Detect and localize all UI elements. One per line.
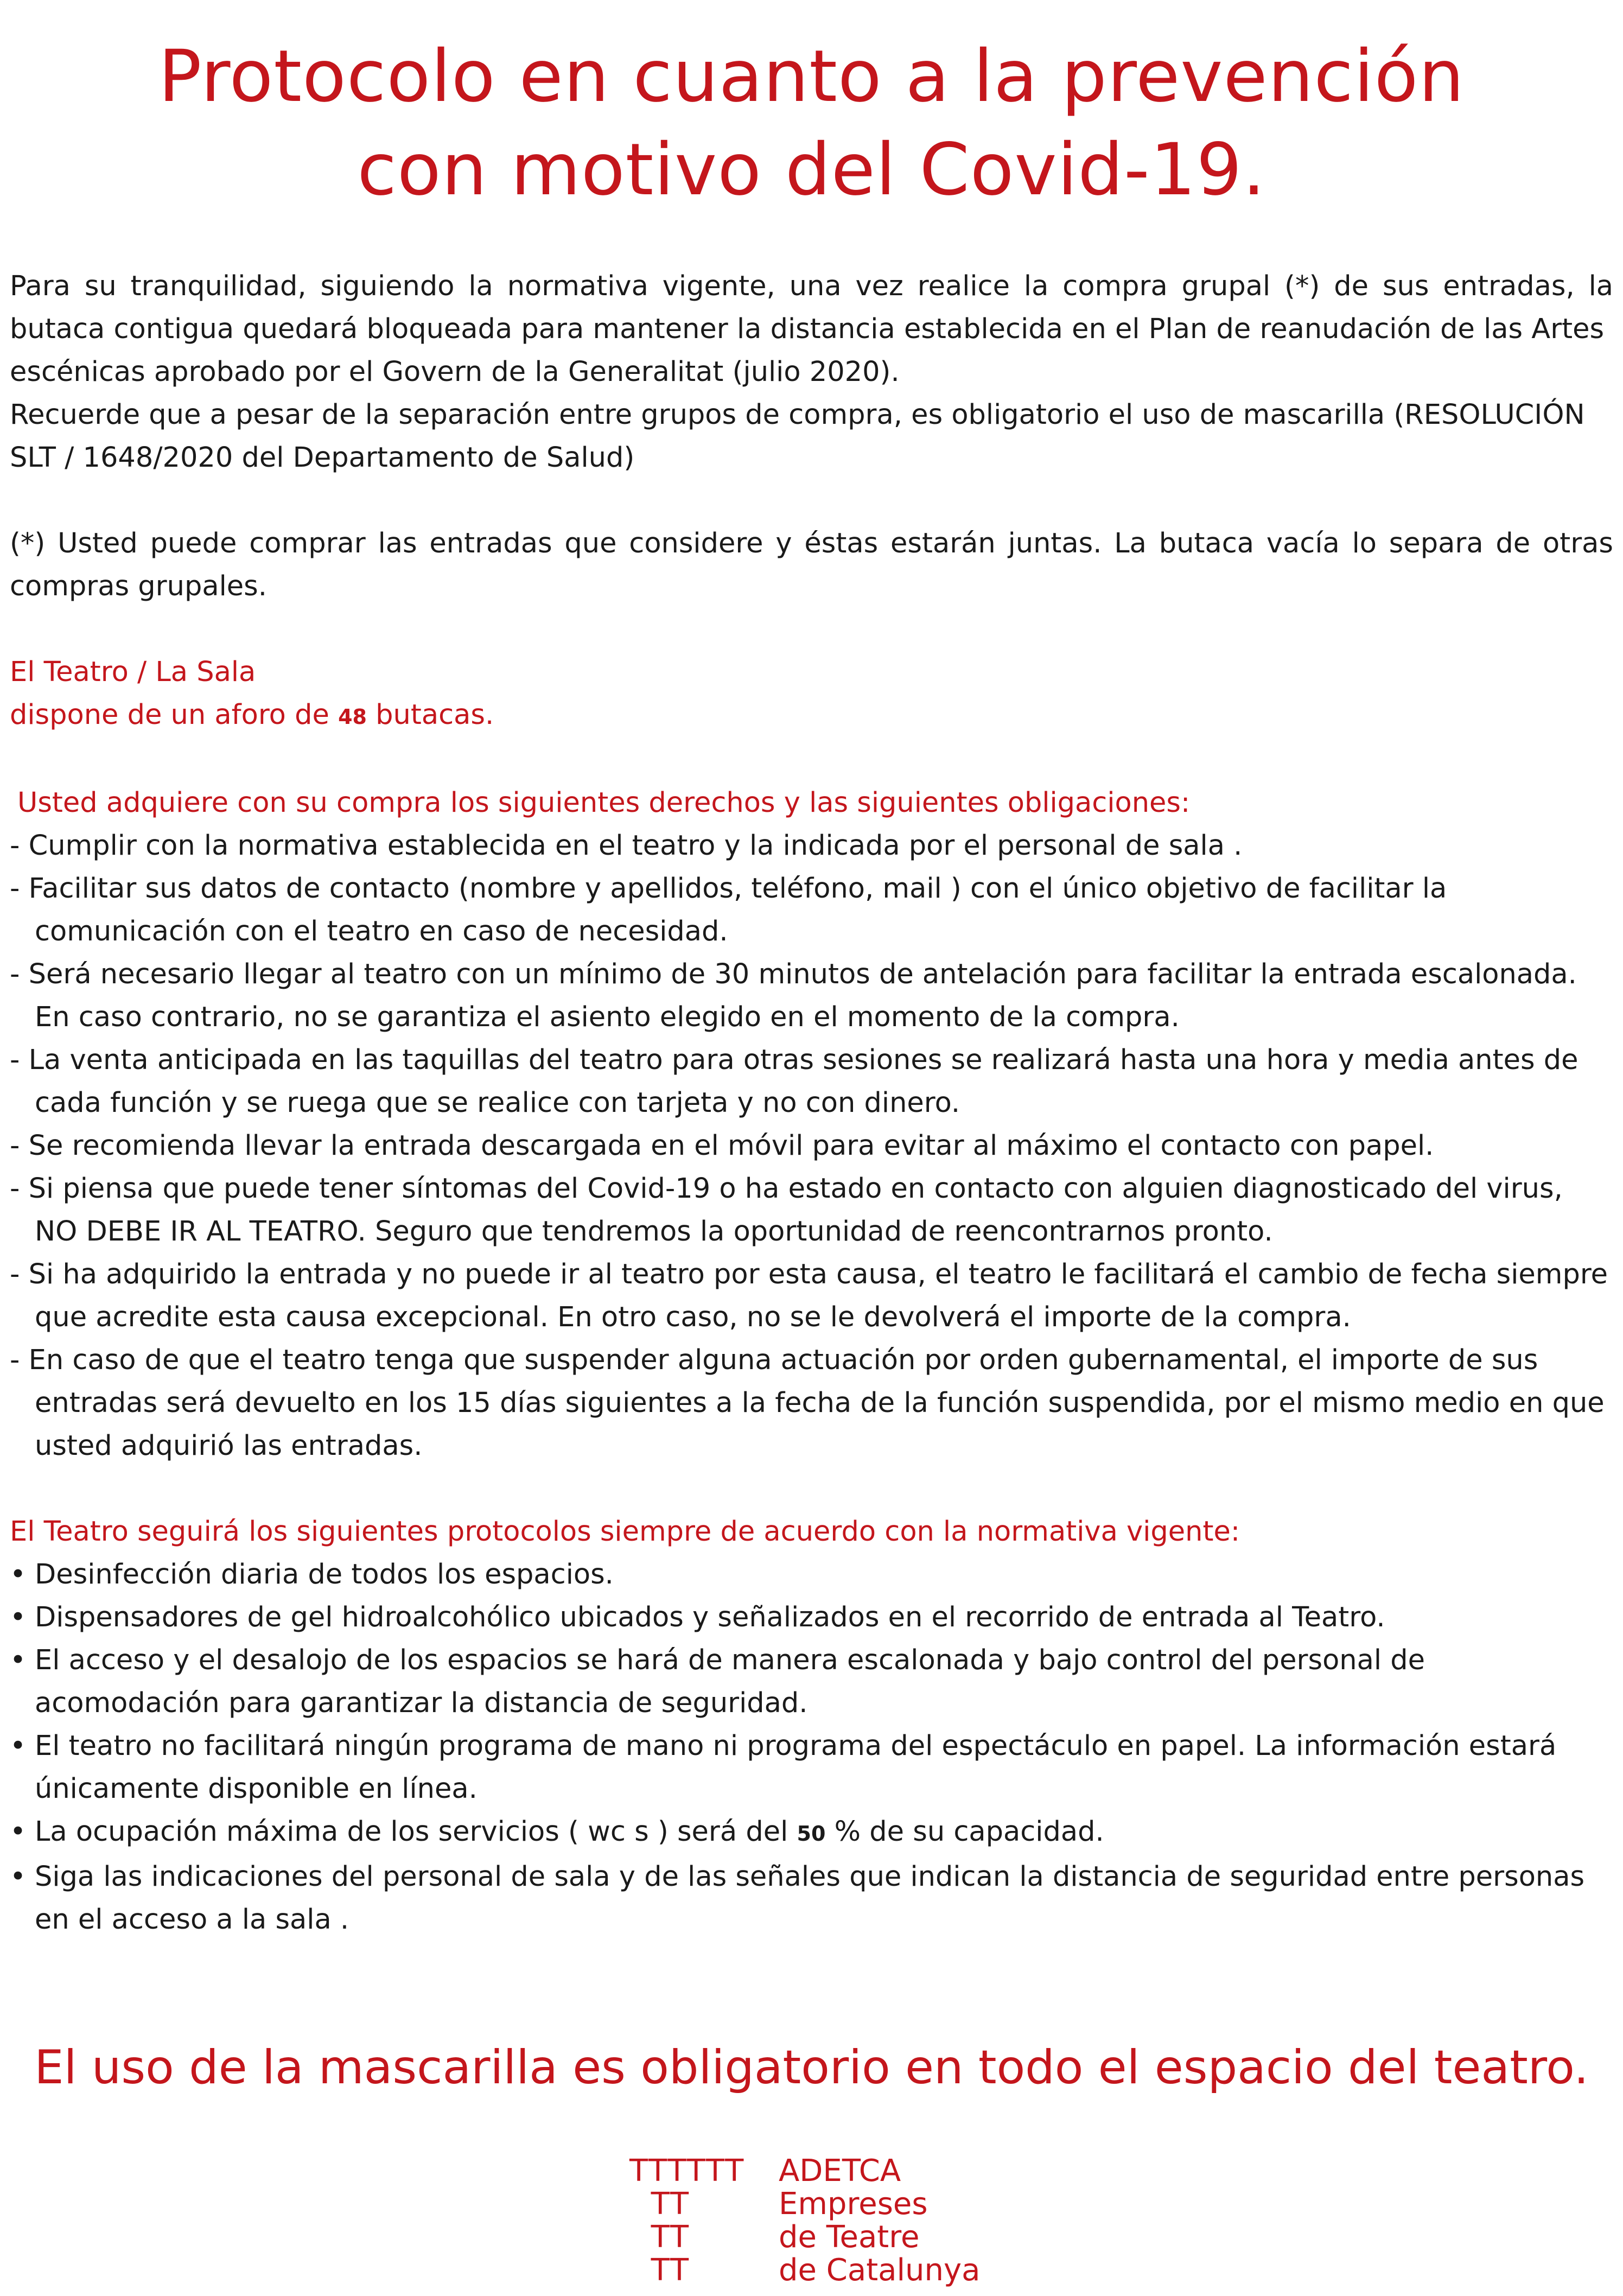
protocol-item-text: El teatro no facilitará ningún programa de mano ni programa del espectáculo en papel. La información estará únicamente disponible en línea. (35, 1730, 1557, 1805)
protocol-item (10, 1639, 1613, 1725)
rights-heading: Usted adquiere con su compra los siguientes derechos y las siguientes obligaciones: (17, 787, 1191, 819)
closing-statement: El uso de la mascarilla es obligatorio en todo el espacio del teatro. (34, 2040, 1589, 2095)
protocol-item-text: Siga las indicaciones del personal de sala y de las señales que indican la distancia de seguridad entre personas en el acceso a la sala . (35, 1861, 1585, 1936)
rights-item: - Si piensa que puede tener síntomas del Covid-19 o ha estado en contacto con alguien diagnosticado del virus, NO DEBE IR AL TEATRO. Seguro que tendremos la oportunidad de reencontrarnos pronto. (10, 1173, 1563, 1248)
occupancy-prefix: La ocupación máxima de los servicios ( wc s ) será del (35, 1816, 788, 1848)
bullet-icon: • (10, 1861, 27, 1893)
venue-info (10, 651, 1613, 739)
bullet-icon: • (10, 1644, 27, 1676)
protocol-item (10, 1855, 1613, 1941)
logo-mark-line: TT (629, 2186, 690, 2222)
rights-item: - Facilitar sus datos de contacto (nombre y apellidos, teléfono, mail ) con el único objetivo de facilitar la comunicación con el teatro en caso de necesidad. (10, 873, 1447, 947)
footnote-line: compras grupales. (10, 570, 267, 602)
bullet-icon: • (10, 1730, 27, 1762)
intro-line: butaca contigua quedará bloqueada para mantener la distancia establecida en el Plan de reanudación de las Artes (10, 313, 1605, 345)
logo-text-line: de Teatre (779, 2219, 920, 2255)
logo-mark-line: TTTTTT (629, 2153, 745, 2189)
rights-item: - Si ha adquirido la entrada y no puede ir al teatro por esta causa, el teatro le facilitará el cambio de fecha siempre que acredite esta causa excepcional. En otro caso, no se le devolverá el importe de la compra. (10, 1258, 1608, 1333)
protocol-item (10, 1725, 1613, 1810)
occupancy-suffix: % de su capacidad. (834, 1816, 1104, 1848)
bullet-icon: • (10, 1601, 27, 1633)
protocol-item (10, 1553, 1613, 1596)
protocols-heading: El Teatro seguirá los siguientes protocolos siempre de acuerdo con la normativa vigente: (10, 1516, 1240, 1548)
rights-item: - Será necesario llegar al teatro con un mínimo de 30 minutos de antelación para facilitar la entrada escalonada. En caso contrario, no se garantiza el asiento elegido en el momento de la compra. (10, 958, 1577, 1033)
protocols-section (10, 1510, 1613, 1941)
logo-wordmark (779, 2154, 996, 2287)
intro-line: escénicas aprobado por el Govern de la Generalitat (julio 2020). (10, 356, 900, 388)
venue-name: El Teatro / La Sala (10, 656, 256, 688)
logo-mark-line: TT (629, 2253, 690, 2288)
footnote-line: (*) Usted puede comprar las entradas que considere y éstas estarán juntas. La butaca vacía lo separa de otras (10, 527, 1613, 559)
protocol-item (10, 1596, 1613, 1639)
footnote-paragraph (10, 522, 1613, 608)
intro-line: Recuerde que a pesar de la separación entre grupos de compra, es obligatorio el uso de mascarilla (RESOLUCIÓN (10, 399, 1585, 431)
protocol-item-text: Desinfección diaria de todos los espacios. (35, 1559, 614, 1591)
page-title (0, 30, 1623, 217)
capacity-suffix: butacas. (375, 699, 494, 731)
logo-text-line: ADETCA (779, 2153, 901, 2189)
rights-item: - Se recomienda llevar la entrada descargada en el móvil para evitar al máximo el contacto con papel. (10, 1130, 1434, 1162)
bullet-icon: • (10, 1559, 27, 1591)
document-body (10, 265, 1613, 1941)
bullet-icon: • (10, 1816, 27, 1848)
occupancy-value: 50 (797, 1822, 826, 1846)
rights-item: - En caso de que el teatro tenga que suspender alguna actuación por orden gubernamental, el importe de sus entradas será devuelto en los 15 días siguientes a la fecha de la función suspendida, por el mismo medio en que usted adquirió las entradas. (10, 1344, 1605, 1462)
title-line-2: con motivo del Covid-19. (357, 128, 1266, 212)
intro-line: SLT / 1648/2020 del Departamento de Salud) (10, 442, 635, 474)
logo-text-line: Empreses (779, 2186, 928, 2222)
intro-line: Para su tranquilidad, siguiendo la normativa vigente, una vez realice la compra grupal (*) de sus entradas, la (10, 270, 1613, 302)
intro-paragraph (10, 265, 1613, 479)
capacity-value: 48 (338, 705, 367, 729)
tt-logo-mark (629, 2154, 765, 2287)
logo-text-line: de Catalunya (779, 2253, 981, 2288)
rights-item: - La venta anticipada en las taquillas del teatro para otras sesiones se realizará hasta una hora y media antes de cada función y se ruega que se realice con tarjeta y no con dinero. (10, 1044, 1579, 1119)
title-line-1: Protocolo en cuanto a la prevención (158, 35, 1465, 118)
logo-mark-line: TT (629, 2219, 690, 2255)
protocol-item-text: El acceso y el desalojo de los espacios se hará de manera escalonada y bajo control del personal de acomodación para garantizar la distancia de seguridad. (35, 1644, 1425, 1719)
capacity-prefix: dispone de un aforo de (10, 699, 329, 731)
protocol-item-text: Dispensadores de gel hidroalcohólico ubicados y señalizados en el recorrido de entrada al Teatro. (35, 1601, 1385, 1633)
protocol-item-occupancy (10, 1810, 1613, 1855)
venue-capacity (10, 694, 1613, 739)
rights-section (10, 781, 1613, 1467)
rights-item: - Cumplir con la normativa establecida en el teatro y la indicada por el personal de sala . (10, 830, 1243, 862)
